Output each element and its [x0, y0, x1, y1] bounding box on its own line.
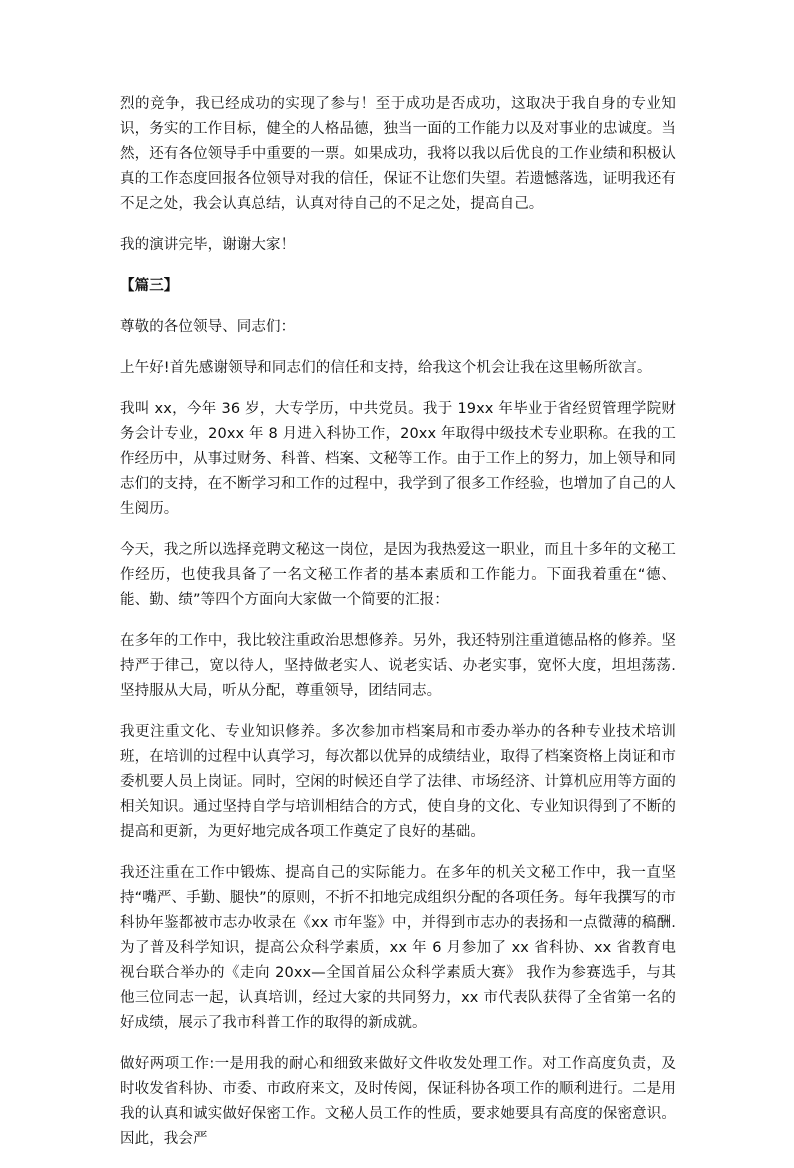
paragraph-intro-continued: 烈的竞争，我已经成功的实现了参与！至于成功是否成功，这取决于我自身的专业知识，务实的工作目标，健全的人格品德，独当一面的工作能力以及对事业的忠诚度。当然，还有各位领导手中重要的一票。如果成功，我将以我以后优良的工作业绩和积极认真的工作态度回报各位领导对我的信任，保证不让您们失望。若遗憾落选，证明我还有不足之处，我会认真总结，认真对待自己的不足之处，提高自己。 — [120, 96, 676, 212]
paragraph-motivation: 今天，我之所以选择竞聘文秘这一岗位，是因为我热爱这一职业，而且十多年的文秘工作经历，也使我具备了一名文秘工作者的基本素质和工作能力。下面我着重在“德、能、勤、绩”等四个方面向大家做一个简要的汇报： — [120, 542, 676, 608]
section-heading: 【篇三】 — [120, 278, 179, 294]
paragraph-knowledge: 我更注重文化、专业知识修养。多次参加市档案局和市委办举办的各种专业技术培训班，在培训的过程中认真学习，每次都以优异的成绩结业，取得了档案资格上岗证和市委机要人员上岗证。同时，空闲的时候还自学了法律、市场经济、计算机应用等方面的相关知识。通过坚持自学与培训相结合的方式，使自身的文化、专业知识得到了不断的提高和更新，为更好地完成各项工作奠定了良好的基础。 — [120, 724, 676, 840]
paragraph-closing: 我的演讲完毕，谢谢大家！ — [120, 237, 296, 253]
paragraph-self-introduction: 我叫 xx，今年 36 岁，大专学历，中共党员。我于 19xx 年毕业于省经贸管理学院财务会计专业，20xx 年 8 月进入科协工作，20xx 年取得中级技术专业职称。在我的工作经历中，从事过财务、科普、档案、文秘等工作。由于工作上的努力，加上领导和同志们的支持，在不断学习和工作的过程中，我学到了很多工作经验，也增加了自己的人生阅历。 — [120, 401, 676, 517]
paragraph-duties: 做好两项工作:一是用我的耐心和细致来做好文件收发处理工作。对工作高度负责，及时收发省科协、市委、市政府来文，及时传阅，保证科协各项工作的顺利进行。二是用我的认真和诚实做好保密工作。文秘人员工作的性质，要求她要具有高度的保密意识。因此，我会严 — [120, 1056, 676, 1147]
paragraph-morality: 在多年的工作中，我比较注重政治思想修养。另外，我还特别注重道德品格的修养。坚持严于律己，宽以待人，坚持做老实人、说老实话、办老实事，宽怀大度，坦坦荡荡.坚持服从大局，听从分配，尊重领导，团结同志。 — [120, 633, 676, 699]
paragraph-salutation: 尊敬的各位领导、同志们： — [120, 319, 296, 335]
paragraph-greeting: 上午好!首先感谢领导和同志们的信任和支持，给我这个机会让我在这里畅所欲言。 — [120, 360, 652, 376]
paragraph-ability: 我还注重在工作中锻炼、提高自己的实际能力。在多年的机关文秘工作中，我一直坚持“嘴严、手勤、腿快”的原则，不折不扣地完成组织分配的各项任务。每年我撰写的市科协年鉴都被市志办收录在《xx 市年鉴》中，并得到市志办的表扬和一点微薄的稿酬.为了普及科学知识，提高公众科学素质，xx 年 6 月参加了 xx 省科协、xx 省教育电视台联合举办的《走向 20xx—全国首届公众科学素质大赛》 我作为参赛选手，与其他三位同志一起，认真培训，经过大家的共同努力，xx 市代表队获得了全省第一名的好成绩，展示了我市科普工作的取得的新成就。 — [120, 865, 676, 1031]
document-body — [120, 92, 676, 1168]
